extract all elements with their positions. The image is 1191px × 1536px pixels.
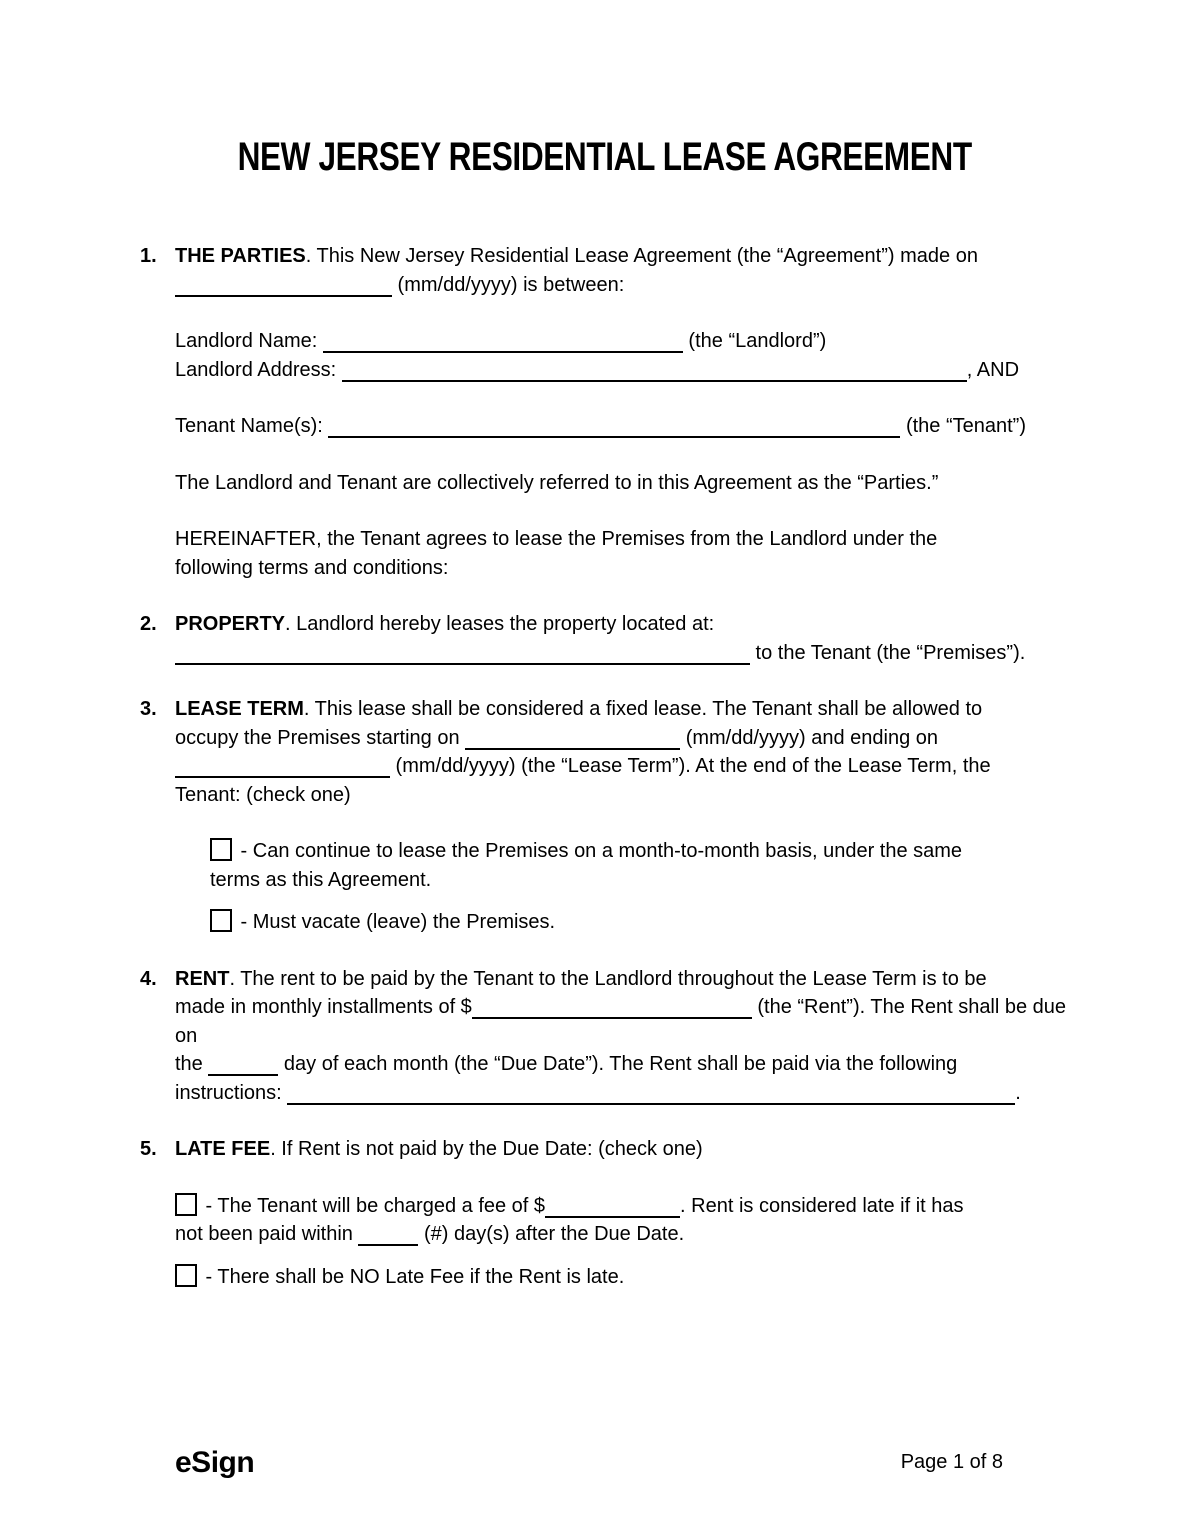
text-run: . The rent to be paid by the Tenant to the Landlord throughout the Lease Term is to be [229, 967, 987, 990]
text-run: not been paid within [175, 1223, 359, 1245]
page-title [140, 135, 1070, 179]
checkbox-late-fee-charged[interactable] [175, 1193, 197, 1216]
section-number: 2. [140, 613, 157, 635]
text-run: - Must vacate (leave) the Premises. [235, 911, 556, 933]
text-run: - Can continue to lease the Premises on a month-to-month basis, under the same [235, 840, 963, 862]
section-keyword: RENT [175, 967, 230, 990]
section-the-parties [140, 242, 1070, 299]
text-run: occupy the Premises starting on [175, 726, 466, 749]
checkbox-must-vacate[interactable] [210, 909, 232, 932]
property-address-field[interactable] [175, 643, 750, 665]
landlord-name-field[interactable] [323, 331, 683, 353]
text-run: (mm/dd/yyyy) and ending on [680, 726, 939, 749]
lease-start-date-field[interactable] [465, 728, 680, 750]
text-run: (the “Tenant”) [900, 415, 1026, 437]
section-keyword: LATE FEE [175, 1138, 271, 1160]
section-number: 5. [140, 1138, 157, 1160]
text-run: terms as this Agreement. [210, 868, 432, 891]
text-run: Tenant Name(s): [175, 415, 329, 437]
text-run: the [175, 1053, 209, 1075]
section-number: 1. [140, 245, 157, 267]
text-run: - There shall be NO Late Fee if the Rent is late. [200, 1265, 625, 1288]
text-run: day of each month (the “Due Date”). The Rent shall be paid via the following [278, 1053, 958, 1075]
option-no-late-fee [175, 1263, 1070, 1292]
text-run: instructions: [175, 1081, 288, 1104]
section-lease-term [140, 695, 1070, 809]
section-number: 4. [140, 967, 157, 990]
text-run: (the “Landlord”) [682, 330, 827, 352]
text-run: (the “Rent”). The Rent shall be due on [175, 996, 1067, 1047]
text-run: . If Rent is not paid by the Due Date: (check one) [270, 1138, 703, 1160]
text-run: to the Tenant (the “Premises”). [750, 641, 1026, 664]
payment-instructions-field[interactable] [287, 1083, 1015, 1105]
text-run: made in monthly installments of $ [175, 996, 472, 1018]
text-run: Tenant: (check one) [175, 783, 351, 806]
section-keyword: THE PARTIES [175, 245, 306, 267]
agreement-date-field[interactable] [175, 275, 392, 297]
option-month-to-month [210, 837, 1070, 894]
checkbox-continue-month-to-month[interactable] [210, 838, 232, 861]
section-rent [140, 965, 1070, 1108]
option-must-vacate [210, 908, 1070, 937]
text-run: (mm/dd/yyyy) is between: [392, 273, 625, 296]
text-run: (#) day(s) after the Due Date. [418, 1223, 685, 1245]
checkbox-no-late-fee[interactable] [175, 1264, 197, 1287]
text-run: . Rent is considered late if it has [680, 1194, 964, 1217]
text-run: . This New Jersey Residential Lease Agreement (the “Agreement”) made on [305, 245, 978, 267]
text-run: following terms and conditions: [175, 556, 449, 579]
page-title-text: NEW JERSEY RESIDENTIAL LEASE AGREEMENT [237, 135, 973, 179]
landlord-block [175, 327, 1070, 384]
parties-paragraph [175, 469, 1070, 498]
text-run: Landlord Address: [175, 358, 342, 381]
tenant-name-field[interactable] [328, 416, 900, 438]
esign-logo: eSign [175, 1446, 255, 1479]
late-fee-amount-field[interactable] [545, 1196, 680, 1218]
page-number: Page 1 of 8 [900, 1451, 1003, 1473]
tenant-block [175, 412, 1070, 441]
text-run: , AND [966, 358, 1020, 381]
text-run: . This lease shall be considered a fixed lease. The Tenant shall be allowed to [303, 698, 983, 720]
section-keyword: LEASE TERM [175, 698, 304, 720]
text-run: . Landlord hereby leases the property located at: [285, 613, 715, 635]
landlord-address-field[interactable] [342, 360, 967, 382]
text-run: The Landlord and Tenant are collectively referred to in this Agreement as the “Parties.” [175, 471, 939, 494]
section-number: 3. [140, 698, 157, 720]
document-body [140, 0, 1070, 1291]
text-run: (mm/dd/yyyy) (the “Lease Term”). At the end of the Lease Term, the [390, 755, 991, 777]
section-property [140, 610, 1070, 667]
text-run: - The Tenant will be charged a fee of $ [200, 1194, 546, 1217]
rent-due-day-field[interactable] [208, 1054, 278, 1076]
section-late-fee [140, 1135, 1070, 1164]
late-fee-days-field[interactable] [358, 1224, 418, 1246]
text-run: Landlord Name: [175, 330, 323, 352]
lease-end-date-field[interactable] [175, 756, 390, 778]
text-run: . [1015, 1081, 1021, 1104]
section-keyword: PROPERTY [175, 613, 286, 635]
rent-amount-field[interactable] [472, 997, 752, 1019]
text-run: HEREINAFTER, the Tenant agrees to lease the Premises from the Landlord under the [175, 528, 938, 550]
option-late-fee-charged [175, 1192, 1070, 1249]
hereinafter-paragraph [175, 525, 1070, 582]
